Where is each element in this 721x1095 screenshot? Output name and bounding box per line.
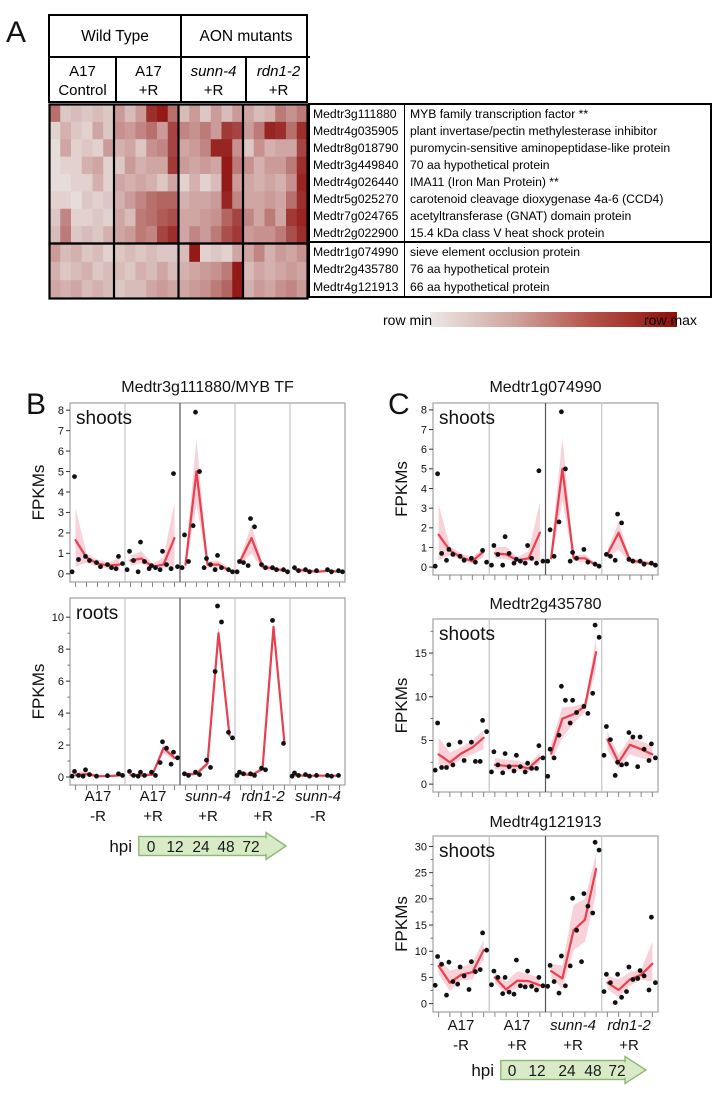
- gene-description: 15.4 kDa class V heat shock protein: [410, 225, 605, 240]
- y-axis: [58, 405, 70, 581]
- svg-text:20: 20: [414, 893, 427, 906]
- gene-table-box1: [308, 103, 712, 243]
- header-col-3: rdn1-2 +R: [245, 56, 310, 103]
- svg-text:10: 10: [414, 691, 427, 704]
- plot-title-c-mid: Medtr2g435780: [489, 596, 602, 613]
- gene-row: [310, 139, 710, 156]
- svg-text:12: 12: [166, 839, 184, 856]
- x-group-label: sunn-4 -R: [295, 788, 341, 825]
- gene-description: carotenoid cleavage dioxygenase 4a-6 (CCD4): [410, 191, 664, 206]
- x-group-label: A17 -R: [447, 1017, 475, 1054]
- gene-row: [310, 105, 710, 122]
- gene-id: Medtr4g026440: [310, 173, 405, 190]
- x-group-label: sunn-4 +R: [550, 1017, 596, 1054]
- svg-text:3: 3: [420, 502, 427, 515]
- gene-row: [310, 156, 710, 173]
- heatmap-header-table: [48, 14, 308, 103]
- panel-b-label: B: [26, 388, 47, 421]
- svg-text:2: 2: [57, 527, 64, 540]
- hpi-arrow-c: [500, 1055, 650, 1085]
- legend-min-label: row min: [383, 312, 433, 328]
- x-group-label: A17 +R: [503, 1017, 531, 1054]
- gene-id: Medtr2g435780: [310, 261, 405, 279]
- svg-text:48: 48: [584, 1063, 602, 1080]
- header-col-1: A17 +R: [115, 56, 180, 103]
- header-col-0: A17 Control: [50, 56, 115, 103]
- svg-text:2: 2: [57, 739, 64, 752]
- svg-text:1: 1: [57, 548, 64, 561]
- gene-table-box2: [308, 241, 712, 298]
- x-group-label: A17 +R: [139, 788, 167, 825]
- gene-description: 66 aa hypothetical protein: [410, 279, 550, 294]
- svg-text:0: 0: [420, 778, 427, 791]
- svg-text:6: 6: [420, 443, 427, 456]
- svg-text:8: 8: [57, 404, 64, 417]
- svg-text:10: 10: [51, 611, 64, 624]
- y-axis-title: FPKMs: [392, 896, 411, 952]
- svg-text:7: 7: [57, 425, 64, 438]
- svg-text:4: 4: [57, 486, 64, 499]
- gene-row: [310, 224, 710, 241]
- svg-text:1: 1: [420, 542, 427, 555]
- gene-row: [310, 261, 710, 279]
- hpi-label-b: hpi: [109, 837, 132, 856]
- tissue-label: shoots: [439, 408, 495, 429]
- gene-row: [310, 173, 710, 190]
- svg-text:4: 4: [57, 707, 64, 720]
- tissue-label: shoots: [76, 408, 132, 429]
- gene-row: [310, 243, 710, 261]
- svg-text:5: 5: [420, 735, 427, 748]
- gene-id: Medtr3g111880: [310, 105, 405, 122]
- line-plot-c-mid: [392, 614, 675, 800]
- gene-id: Medtr7g024765: [310, 207, 405, 224]
- y-axis-title: FPKMs: [392, 461, 411, 517]
- gene-id: Medtr4g035905: [310, 122, 405, 139]
- y-axis: [415, 631, 433, 791]
- svg-text:24: 24: [558, 1063, 576, 1080]
- panel-a-label: A: [6, 16, 27, 49]
- tissue-label: shoots: [439, 841, 495, 862]
- svg-text:8: 8: [420, 404, 427, 417]
- header-group-aon-mutants: AON mutants: [180, 16, 310, 56]
- svg-text:0: 0: [420, 561, 427, 574]
- header-col-2: sunn-4 +R: [180, 56, 245, 103]
- line-plot-c-top: [392, 398, 675, 584]
- x-axis-ticks: [76, 582, 340, 587]
- gene-row: [310, 278, 710, 296]
- hpi-label-c: hpi: [471, 1061, 494, 1080]
- heatmap: [48, 103, 309, 300]
- x-axis-ticks: [439, 792, 653, 797]
- x-group-label: rdn1-2 +R: [607, 1017, 651, 1054]
- svg-text:0: 0: [57, 568, 64, 581]
- line-plot-c-bot: [392, 831, 675, 1021]
- svg-text:10: 10: [414, 946, 427, 959]
- y-axis-title: FPKMs: [29, 464, 48, 521]
- svg-text:12: 12: [528, 1063, 546, 1080]
- plot-title-c-top: Medtr1g074990: [489, 379, 602, 396]
- svg-text:2: 2: [420, 522, 427, 535]
- svg-text:5: 5: [420, 972, 427, 985]
- svg-text:30: 30: [414, 841, 427, 854]
- gene-id: Medtr8g018790: [310, 139, 405, 156]
- svg-text:48: 48: [217, 839, 235, 856]
- svg-text:15: 15: [414, 919, 427, 932]
- line-plot-b-shoots: [30, 398, 352, 598]
- tissue-label: roots: [76, 603, 119, 624]
- gene-id: Medtr4g121913: [310, 278, 405, 296]
- svg-text:72: 72: [608, 1063, 626, 1080]
- plot-frame: [70, 403, 345, 582]
- plot-title-b: Medtr3g111880/MYB TF: [121, 379, 294, 396]
- svg-text:25: 25: [414, 867, 427, 880]
- svg-text:24: 24: [192, 839, 210, 856]
- gene-description: puromycin-sensitive aminopeptidase-like protein: [410, 140, 671, 155]
- gene-description: 70 aa hypothetical protein: [410, 157, 550, 172]
- legend-gradient-bar: [430, 312, 677, 327]
- plot-title-c-bot: Medtr4g121913: [489, 814, 602, 831]
- tissue-label: shoots: [439, 624, 495, 645]
- gene-description: acetyltransferase (GNAT) domain protein: [410, 208, 632, 223]
- svg-text:6: 6: [57, 675, 64, 688]
- legend-max-label: row max: [644, 312, 697, 328]
- svg-text:15: 15: [414, 647, 427, 660]
- gene-id: Medtr5g025270: [310, 190, 405, 207]
- y-axis-title: FPKMs: [29, 663, 48, 720]
- x-group-label: A17 -R: [84, 788, 112, 825]
- gene-description: IMA11 (Iron Man Protein) **: [410, 174, 559, 189]
- svg-text:3: 3: [57, 507, 64, 520]
- hpi-arrow-b: [138, 831, 290, 861]
- svg-text:0: 0: [146, 839, 156, 856]
- svg-text:8: 8: [57, 643, 64, 656]
- svg-text:5: 5: [420, 463, 427, 476]
- svg-text:7: 7: [420, 424, 427, 437]
- gene-description: sieve element occlusion protein: [410, 244, 581, 259]
- gene-id: Medtr1g074990: [310, 243, 405, 261]
- gene-row: [310, 207, 710, 224]
- y-axis: [52, 612, 70, 784]
- gene-id: Medtr3g449840: [310, 156, 405, 173]
- svg-text:6: 6: [57, 445, 64, 458]
- svg-text:72: 72: [242, 839, 260, 856]
- gene-id: Medtr2g022900: [310, 224, 405, 241]
- gene-description: plant invertase/pectin methylesterase inhibitor: [410, 123, 658, 138]
- line-plot-b-roots: [30, 593, 352, 798]
- header-group-wild-type: Wild Type: [81, 27, 149, 45]
- svg-text:0: 0: [420, 998, 427, 1011]
- svg-text:0: 0: [507, 1063, 517, 1080]
- gene-row: [310, 190, 710, 207]
- y-axis-title: FPKMs: [392, 677, 411, 734]
- x-axis-ticks: [439, 575, 653, 580]
- x-group-label: rdn1-2 +R: [241, 788, 285, 825]
- svg-text:5: 5: [57, 466, 64, 479]
- y-axis: [415, 841, 433, 1010]
- gene-description: 76 aa hypothetical protein: [410, 262, 550, 277]
- gene-description: MYB family transcription factor **: [410, 106, 589, 121]
- x-group-label: sunn-4 +R: [185, 788, 231, 825]
- svg-text:0: 0: [57, 771, 64, 784]
- y-axis: [421, 405, 433, 574]
- panel-c-label: C: [388, 388, 410, 421]
- gene-row: [310, 122, 710, 139]
- svg-text:4: 4: [420, 483, 427, 496]
